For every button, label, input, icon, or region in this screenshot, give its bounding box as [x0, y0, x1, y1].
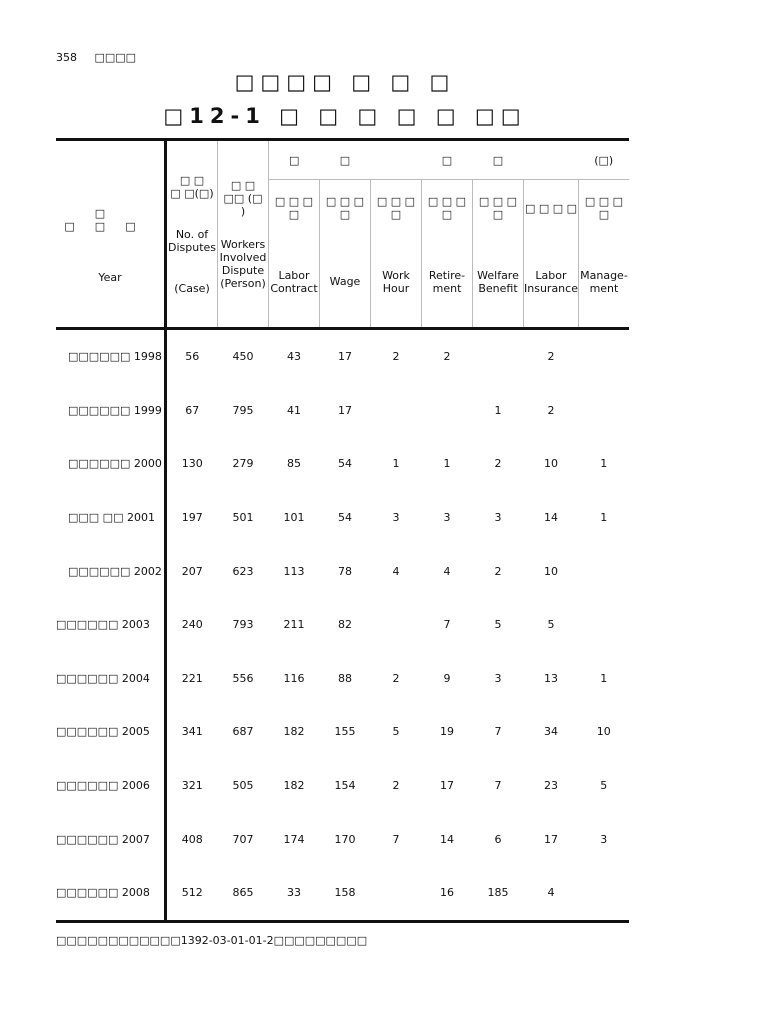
workers-cell: 795	[232, 403, 254, 417]
table-row	[56, 866, 629, 921]
disputes-cell: 341	[181, 725, 203, 739]
group-header-2: □	[320, 140, 371, 180]
value-cell: 1	[600, 511, 608, 525]
value-cell: 155	[334, 725, 356, 739]
table-row	[56, 329, 629, 384]
value-cell: 4	[392, 564, 400, 578]
sub-header-ch: □ □ □ □	[422, 180, 473, 237]
value-cell: 17	[543, 832, 558, 846]
year-cell: □□□□□□ 2000	[56, 437, 166, 491]
sub-header-en: Labor Contract	[269, 236, 320, 329]
workers-cell: 865	[218, 866, 269, 921]
group-header-3	[371, 140, 422, 180]
value-cell: 101	[283, 511, 305, 525]
value-cell: 170	[334, 832, 356, 846]
value-cell: 2	[392, 671, 400, 685]
value-cell: 3	[494, 511, 502, 525]
value-cell: 2	[494, 564, 502, 578]
disputes-header	[166, 140, 218, 329]
value-cell: 7	[443, 618, 451, 632]
value-cell: 23	[543, 779, 558, 793]
value-cell: 17	[338, 350, 352, 364]
value-cell: 19	[440, 725, 454, 739]
value-cell: 116	[283, 671, 305, 685]
table-row	[56, 812, 629, 866]
value-cell: 5	[547, 618, 555, 632]
value-cell: 2	[392, 779, 400, 793]
page-number: 358	[56, 51, 77, 64]
year-header	[56, 140, 166, 329]
value-cell: 78	[338, 564, 352, 578]
year-header-en: Year	[98, 270, 122, 284]
value-cell	[578, 544, 629, 598]
value-cell: 7	[494, 779, 502, 793]
value-cell: 85	[287, 457, 301, 471]
disputes-cell: 408	[181, 832, 203, 846]
sub-header-ch: □ □ □ □	[269, 180, 320, 237]
value-cell: 158	[320, 866, 371, 921]
value-cell: 5	[392, 725, 400, 739]
group-header-5: □	[473, 140, 524, 180]
value-cell: 4	[524, 866, 579, 921]
value-cell: 4	[443, 564, 451, 578]
value-cell: 16	[422, 866, 473, 921]
sub-header-ch: □ □ □ □	[473, 180, 524, 237]
value-cell	[371, 866, 422, 921]
value-cell: 43	[287, 350, 301, 364]
group-header-1: □	[269, 140, 320, 180]
table-row	[56, 437, 629, 491]
value-cell: 154	[334, 779, 356, 793]
value-cell: 1	[443, 457, 451, 471]
workers-header-en: Workers Involved Dispute (Person)	[219, 237, 267, 290]
workers-cell: 501	[232, 511, 254, 525]
workers-cell: 707	[232, 832, 254, 846]
disputes-header-ch1: □ □	[179, 173, 205, 187]
workers-cell: 279	[232, 457, 254, 471]
workers-header-ch1: □ □	[230, 178, 256, 192]
disputes-cell: 67	[185, 403, 200, 417]
value-cell: 182	[283, 779, 305, 793]
sub-header-en: Wage	[320, 236, 371, 329]
value-cell: 2	[494, 457, 502, 471]
table-row	[56, 544, 629, 598]
disputes-cell: 221	[181, 671, 203, 685]
group-header-4: □	[422, 140, 473, 180]
value-cell: 3	[494, 671, 502, 685]
group-header-unit: (□)	[578, 140, 629, 180]
source-footnote: □□□□□□□□□□□□1392-03-01-01-2□□□□□□□□□	[56, 934, 368, 947]
value-cell	[371, 384, 422, 438]
sub-header-ch: □ □ □ □	[320, 180, 371, 237]
table-row	[56, 598, 629, 652]
disputes-cell: 130	[181, 457, 203, 471]
table-row	[56, 705, 629, 759]
value-cell: 211	[283, 618, 305, 632]
workers-cell: 556	[232, 671, 254, 685]
table-title: □12-1 □ □ □ □ □ □□	[163, 104, 527, 128]
value-cell: 10	[543, 564, 558, 578]
value-cell: 3	[443, 511, 451, 525]
disputes-cell: 56	[185, 350, 200, 364]
table-row	[56, 759, 629, 813]
workers-cell: 450	[232, 350, 254, 364]
value-cell	[578, 384, 629, 438]
disputes-header-en: No. of Disputes	[167, 227, 217, 254]
value-cell: 13	[543, 671, 558, 685]
page-header	[56, 51, 150, 64]
sub-header-en: Work Hour	[371, 236, 422, 329]
value-cell: 14	[440, 832, 454, 846]
value-cell: 17	[338, 403, 352, 417]
disputes-cell: 197	[181, 511, 203, 525]
value-cell: 7	[494, 725, 502, 739]
value-cell: 54	[338, 511, 352, 525]
year-header-ch: □ □□□	[64, 206, 156, 233]
value-cell: 7	[392, 832, 400, 846]
year-cell: □□□□□□ 2003	[56, 598, 166, 652]
value-cell: 17	[440, 779, 454, 793]
year-cell: □□□□□□ 2007	[56, 812, 166, 866]
value-cell: 10	[596, 725, 611, 739]
workers-header-ch3: )	[240, 204, 246, 218]
value-cell: 41	[287, 403, 301, 417]
value-cell	[578, 329, 629, 384]
year-cell: □□□ □□ 2001	[56, 491, 166, 545]
value-cell: 185	[473, 866, 524, 921]
disputes-header-ch2: □ □(□)	[170, 186, 214, 200]
sub-header-en: Labor Insurance	[524, 236, 579, 329]
value-cell: 2	[547, 350, 555, 364]
year-cell: □□□□□□ 2002	[56, 544, 166, 598]
workers-cell: 687	[232, 725, 254, 739]
value-cell: 1	[392, 457, 400, 471]
value-cell: 1	[600, 457, 608, 471]
value-cell: 9	[443, 671, 451, 685]
value-cell: 6	[494, 832, 502, 846]
group-header-6	[524, 140, 579, 180]
value-cell: 174	[283, 832, 305, 846]
year-cell: □□□□□□ 1999	[56, 384, 166, 438]
value-cell: 34	[543, 725, 558, 739]
value-cell: 182	[283, 725, 305, 739]
workers-header-ch2: □□ (□	[223, 191, 263, 205]
sub-header-en: Manage- ment	[578, 236, 629, 329]
year-cell: □□□□□□ 1998	[56, 329, 166, 384]
value-cell: 88	[338, 671, 352, 685]
disputes-cell: 240	[181, 618, 203, 632]
disputes-cell: 321	[181, 779, 203, 793]
value-cell: 2	[547, 403, 555, 417]
section-name: □□□□	[94, 51, 137, 64]
value-cell: 2	[392, 350, 400, 364]
disputes-cell: 207	[181, 564, 203, 578]
year-cell: □□□□□□ 2008	[56, 866, 166, 921]
value-cell: 82	[338, 618, 352, 632]
table-row	[56, 652, 629, 706]
sub-header-ch: □ □ □ □	[371, 180, 422, 237]
table-row	[56, 384, 629, 438]
year-cell: □□□□□□ 2004	[56, 652, 166, 706]
value-cell: 3	[392, 511, 400, 525]
sub-header-ch: □ □ □ □	[524, 180, 579, 237]
value-cell	[578, 866, 629, 921]
value-cell: 5	[494, 618, 502, 632]
page-title: □□□□ □ □ □	[234, 70, 456, 94]
value-cell: 14	[543, 511, 558, 525]
workers-cell: 793	[232, 618, 254, 632]
labor-dispute-table	[56, 138, 629, 923]
value-cell: 10	[543, 457, 558, 471]
disputes-cell: 512	[166, 866, 218, 921]
value-cell: 113	[283, 564, 305, 578]
sub-header-en: Retire- ment	[422, 236, 473, 329]
value-cell: 1	[494, 403, 502, 417]
year-cell: □□□□□□ 2005	[56, 705, 166, 759]
value-cell	[473, 329, 524, 384]
value-cell	[578, 598, 629, 652]
value-cell: 5	[600, 779, 608, 793]
workers-cell: 623	[232, 564, 254, 578]
disputes-unit: (Case)	[174, 281, 210, 295]
value-cell: 3	[600, 832, 608, 846]
value-cell: 54	[338, 457, 352, 471]
workers-header	[218, 140, 269, 329]
sub-header-ch: □ □ □ □	[584, 195, 624, 221]
sub-header-en: Welfare Benefit	[473, 236, 524, 329]
value-cell	[422, 384, 473, 438]
value-cell: 33	[269, 866, 320, 921]
value-cell: 2	[443, 350, 451, 364]
year-cell: □□□□□□ 2006	[56, 759, 166, 813]
workers-cell: 505	[232, 779, 254, 793]
value-cell	[371, 598, 422, 652]
value-cell: 1	[600, 671, 608, 685]
table-row	[56, 491, 629, 545]
